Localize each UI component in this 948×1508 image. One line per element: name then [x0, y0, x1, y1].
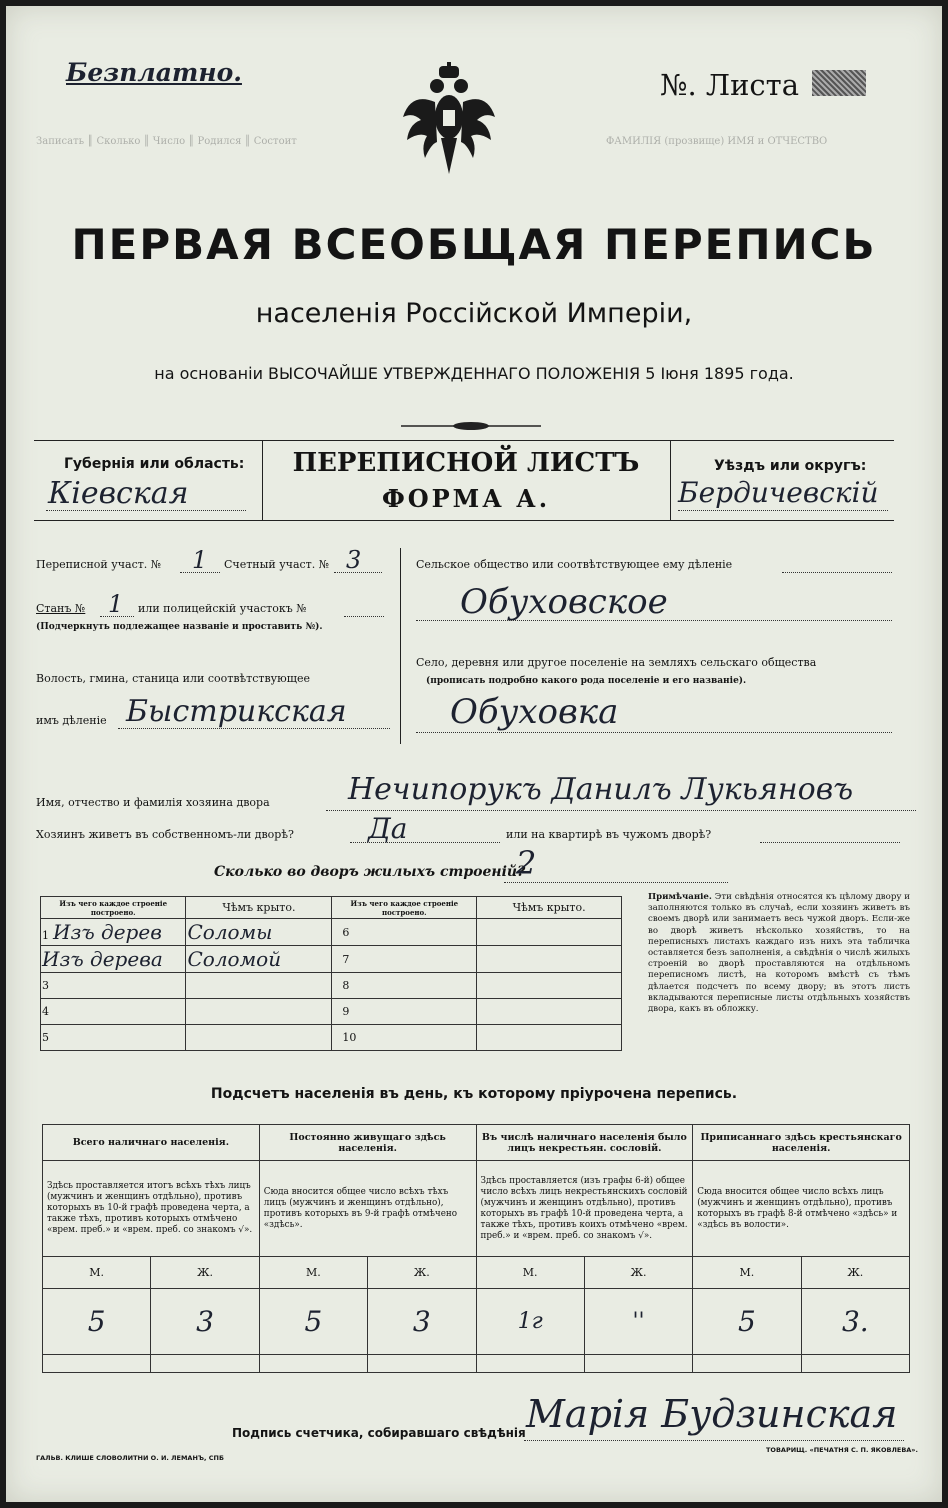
row-number: 5: [41, 1025, 186, 1051]
owner-lives-rest: или на квартирѣ въ чужомъ дворѣ?: [506, 828, 712, 841]
ghost-bleed-right: ФАМИЛІЯ (прозвище) ИМЯ и ОТЧЕСТВО: [606, 136, 828, 147]
m-header: М.: [43, 1257, 151, 1289]
stan-rest: или полицейскій участокъ №: [138, 602, 307, 615]
legal-basis: на основаніи ВЫСОЧАЙШЕ УТВЕРЖДЕННАГО ПОЛОЖЕНІЯ 5 Іюня 1895 года.: [154, 364, 794, 383]
note-text: Эти свѣдѣнія относятся къ цѣлому двору и заполняются только въ случаѣ, если хозяинъ живетъ въ своемъ дворѣ или занимаетъ весь чужой дворъ. Если-же во дворѣ живетъ нѣсколько хозяйствъ, то на переписныхъ листахъ каждаго изъ нихъ эта табличка оставляется безъ заполненія, а свѣдѣнія о числѣ жилыхъ строеній во дворѣ проставляются на отдѣльномъ переписномъ листѣ, на которомъ вмѣстѣ съ тѣмъ дѣлается подсчетъ по всему двору; въ этотъ листъ вкладываются переписные листы отдѣльныхъ хозяйствъ двора, какъ въ обложку.: [648, 892, 911, 1015]
roof-cell-empty: [477, 946, 622, 973]
count-table: [42, 1124, 910, 1373]
band-bottom-rule: [34, 520, 894, 521]
selo-note: (прописать подробно какого рода поселеніе и его названіе).: [426, 676, 747, 686]
non-peasant-m-value: 1г: [476, 1289, 584, 1355]
perepis-uch-label: Переписной участ. №: [36, 558, 162, 571]
middle-divider: [400, 548, 401, 744]
count-head-total: Всего наличнаго населенія.: [43, 1125, 260, 1161]
volost-label: Волость, гмина, станица или соотвѣтствующее: [36, 672, 310, 685]
table-row: Изъ дерева: [41, 946, 186, 973]
perepis-uch-value: 1: [192, 546, 208, 574]
buildings-value: 2: [516, 844, 537, 882]
owner-rent-line: [760, 842, 900, 843]
volost-value: Быстрикская: [126, 694, 347, 729]
uezd-label: Уѣздъ или округъ:: [714, 458, 867, 474]
count-head-peasant: Приписаннаго здѣсь крестьянскаго населенія.: [693, 1125, 910, 1161]
free-label: Безплатно.: [66, 58, 242, 87]
schet-uch-label: Счетный участ. №: [224, 558, 330, 571]
police-line: [344, 616, 384, 617]
owner-lives-line: [350, 842, 500, 843]
main-title: ПЕРВАЯ ВСЕОБЩАЯ ПЕРЕПИСЬ: [71, 220, 877, 269]
row-number: 9: [332, 999, 477, 1025]
col-roof-right: Чѣмъ крыто.: [477, 897, 622, 919]
total-zh-value: 3: [151, 1289, 259, 1355]
owner-lives-value: Да: [368, 812, 408, 845]
signature-value: Марія Будзинская: [526, 1392, 898, 1436]
form-subtitle: ФОРМА А.: [381, 484, 551, 513]
stan-value: 1: [108, 590, 124, 618]
uezd-line: [678, 510, 888, 511]
gubernia-label: Губернія или область:: [64, 456, 245, 472]
row-number: 3: [41, 973, 186, 999]
non-peasant-zh-value: '': [584, 1289, 692, 1355]
form-title: ПЕРЕПИСНОЙ ЛИСТЪ: [292, 448, 640, 478]
roof-cell-empty: [186, 1025, 332, 1051]
count-desc-non-peasant: Здѣсь проставляется (изъ графы 6-й) общее число всѣхъ лицъ некрестьянскихъ сословій (мужчинъ и женщинъ отдѣльно), противъ которыхъ въ графѣ 10-й проведена черта, а также тѣхъ, противъ коихъ отмѣчено «врем. преб.» и «врем. преб. со знакомъ √».: [476, 1161, 693, 1257]
uezd-value: Бердичевскій: [678, 476, 879, 509]
volost-label-2: имъ дѣленіе: [36, 714, 107, 727]
census-sheet: [6, 6, 942, 1502]
m-header: М.: [259, 1257, 367, 1289]
subtitle: населенія Россійской Имперіи,: [255, 298, 693, 329]
count-head-permanent: Постоянно живущаго здѣсь населенія.: [259, 1125, 476, 1161]
peasant-m-value: 5: [693, 1289, 801, 1355]
count-desc-permanent: Сюда вносится общее число всѣхъ тѣхъ лицъ (мужчинъ и женщинъ отдѣльно), противъ которыхъ въ 9-й графѣ отмѣчено «здѣсь».: [259, 1161, 476, 1257]
ghost-bleed-left: Записать ║ Сколько ║ Число ║ Родился ║ Состоит: [36, 136, 297, 147]
row-number: 10: [332, 1025, 477, 1051]
col-roof-left: Чѣмъ крыто.: [186, 897, 332, 919]
permanent-m-value: 5: [259, 1289, 367, 1355]
owner-name-value: Нечипорукъ Данилъ Лукьяновъ: [348, 772, 854, 807]
note-block: [648, 892, 910, 1015]
stan-label: Станъ №: [36, 602, 86, 615]
count-heading: Подсчетъ населенія въ день, къ которому пріурочена перепись.: [210, 1086, 738, 1102]
zh-header: Ж.: [801, 1257, 909, 1289]
zh-header: Ж.: [584, 1257, 692, 1289]
ornament-divider: [401, 416, 541, 426]
permanent-zh-value: 3: [368, 1289, 476, 1355]
selskoe-line-2: [416, 620, 892, 621]
perepis-uch-line: [180, 572, 220, 573]
selskoe-line-1: [782, 572, 892, 573]
roof-cell-empty: [186, 999, 332, 1025]
stan-line: [100, 616, 134, 617]
buildings-table: [40, 896, 622, 1051]
zh-header: Ж.: [368, 1257, 476, 1289]
sheet-number-stamp: [812, 70, 866, 96]
total-m-value: 5: [43, 1289, 151, 1355]
selo-line: [416, 732, 892, 733]
count-head-non-peasant: Въ числѣ наличнаго населенія было лицъ некрестьян. сословій.: [476, 1125, 693, 1161]
roof-cell-empty: [477, 1025, 622, 1051]
peasant-zh-value: 3.: [801, 1289, 909, 1355]
footer-right: ТОВАРИЩ. «ПЕЧАТНЯ С. П. ЯКОВЛЕВА».: [766, 1446, 918, 1454]
footer-left: ГАЛЬВ. КЛИШЕ СЛОВОЛИТНИ О. И. ЛЕМАНЪ, СПБ: [36, 1454, 224, 1462]
signature-line: [524, 1440, 904, 1441]
buildings-label: Сколько во дворъ жилыхъ строеній?: [214, 864, 526, 880]
row-number: 4: [41, 999, 186, 1025]
schet-uch-line: [334, 572, 382, 573]
selo-label: Село, деревня или другое поселеніе на земляхъ сельскаго общества: [416, 656, 817, 669]
col-material-right: Изъ чего каждое строеніе построено.: [332, 897, 477, 919]
roof-cell-empty: [477, 999, 622, 1025]
gubernia-line: [46, 510, 246, 511]
roof-cell-empty: [477, 973, 622, 999]
owner-lives-label: Хозяинъ живетъ въ собственномъ-ли дворѣ?: [36, 828, 294, 841]
zh-header: Ж.: [151, 1257, 259, 1289]
row-number: 8: [332, 973, 477, 999]
m-header: М.: [476, 1257, 584, 1289]
sheet-number-label: №. Листа: [660, 68, 799, 102]
buildings-line: [504, 882, 728, 883]
roof-cell: Соломой: [186, 946, 332, 973]
note-title: Примѣчаніе.: [648, 892, 712, 902]
imperial-eagle-icon: [401, 62, 497, 182]
gubernia-value: Кіевская: [48, 476, 189, 511]
selskoe-value: Обуховское: [460, 582, 668, 622]
stan-note: (Подчеркнуть подлежащее названіе и проставить №).: [36, 622, 323, 632]
selo-value: Обуховка: [450, 692, 619, 732]
col-material-left: Изъ чего каждое строеніе построено.: [41, 897, 186, 919]
m-header: М.: [693, 1257, 801, 1289]
roof-cell-empty: [477, 919, 622, 946]
signature-label: Подпись счетчика, собиравшаго свѣдѣнія: [232, 1426, 526, 1440]
owner-name-line: [326, 810, 916, 811]
selskoe-label: Сельское общество или соотвѣтствующее ему дѣленіе: [416, 558, 733, 571]
row-number: 7: [332, 946, 477, 973]
band-top-rule: [34, 440, 894, 441]
count-desc-peasant: Сюда вносится общее число всѣхъ лицъ (мужчинъ и женщинъ отдѣльно), противъ которыхъ въ графѣ 8-й отмѣчено «здѣсь» и «здѣсь въ волости».: [693, 1161, 910, 1257]
schet-uch-value: 3: [346, 546, 362, 574]
row-number: 6: [332, 919, 477, 946]
volost-line: [118, 728, 390, 729]
roof-cell-empty: [186, 973, 332, 999]
count-desc-total: Здѣсь проставляется итогъ всѣхъ тѣхъ лицъ (мужчинъ и женщинъ отдѣльно), противъ которыхъ въ 10-й графѣ проведена черта, а также тѣхъ, противъ которыхъ отмѣчено «врем. преб.» и «врем. преб. со знакомъ √».: [43, 1161, 260, 1257]
owner-name-label: Имя, отчество и фамилія хозяина двора: [36, 796, 270, 809]
roof-cell: Соломы: [186, 919, 332, 946]
band-divider-right: [670, 440, 671, 520]
table-row: 1 Изъ дерев: [41, 919, 186, 946]
